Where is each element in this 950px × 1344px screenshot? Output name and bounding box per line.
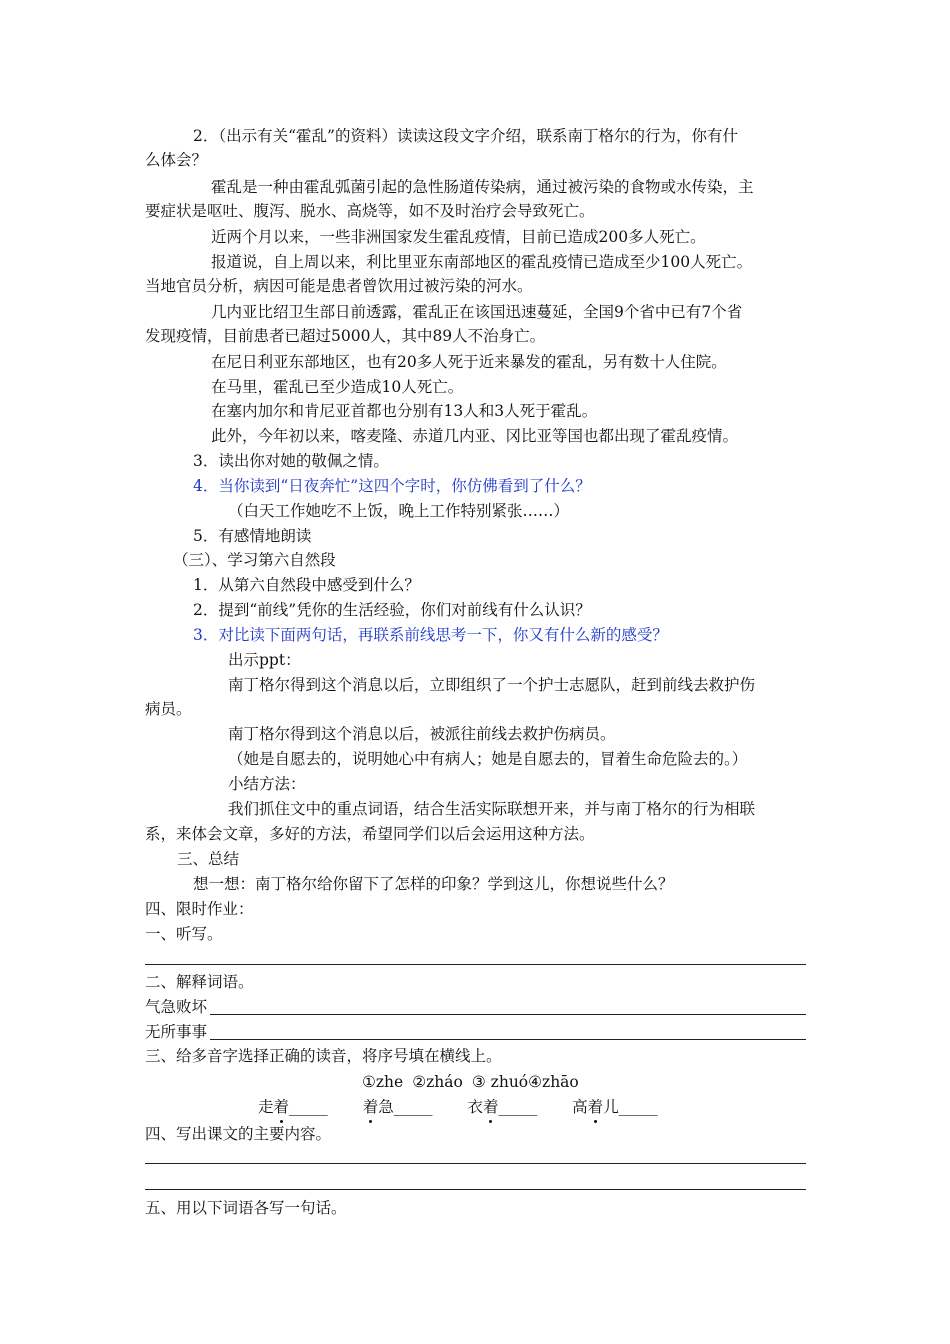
main-content-line-2[interactable] [145,1189,806,1190]
dictation-heading: 一、听写。 [145,925,223,943]
sentence-writing-heading: 五、用以下词语各写一句话。 [145,1199,347,1217]
word-2: 着急_____ [363,1098,433,1116]
question-2: 2．（出示有关“霍乱”的资料）读读这段文字介绍，联系南丁格尔的行为，你有什 [193,127,738,145]
sentence-1-cont: 病员。 [145,700,192,718]
polyphone-heading: 三、给多音字选择正确的读音，将序号填在横线上。 [145,1047,502,1065]
explain-word-1: 气急败坏 [145,998,208,1016]
word-1: 走着_____ [258,1098,328,1116]
material-para-5: 在尼日利亚东部地区，也有20多人死于近来暴发的霍乱，另有数十人住院。 [211,353,727,371]
dictation-answer-line[interactable] [145,964,806,965]
pinyin-option-3-4: ③ zhuó④zhāo [471,1073,579,1091]
conclusion-question: 想一想：南丁格尔给你留下了怎样的印象？学到这儿，你想说些什么？ [193,875,674,893]
section-3-q3: 3．对比读下面两句话，再联系前线思考一下，你又有什么新的感受？ [193,626,668,644]
material-para-7: 在塞内加尔和肯尼亚首都也分别有13人和3人死于霍乱。 [211,402,598,420]
summary-text-cont: 系，来体会文章，多好的方法，希望同学们以后会运用这种方法。 [145,825,595,843]
section-3-q1: 1．从第六自然段中感受到什么？ [193,576,420,594]
question-5: 5．有感情地朗读 [193,527,312,545]
section-3-heading: （三）、学习第六自然段 [173,551,336,569]
material-para-3-cont: 当地官员分析，病因可能是患者曾饮用过被污染的河水。 [145,277,533,295]
summary-label: 小结方法： [228,775,306,793]
explain-word-2: 无所事事 [145,1023,208,1041]
pinyin-option-1: ①zhe [362,1073,404,1091]
word-3: 衣着_____ [467,1098,537,1116]
polyphone-words [258,1095,918,1119]
conclusion-heading: 三、总结 [177,850,240,868]
material-para-3: 报道说，自上周以来，利比里亚东南部地区的霍乱疫情已造成至少100人死亡。 [211,253,753,271]
material-para-6: 在马里，霍乱已至少造成10人死亡。 [211,378,464,396]
material-para-1-cont: 要症状是呕吐、腹泻、脱水、高烧等，如不及时治疗会导致死亡。 [145,202,595,220]
word-3-blank[interactable]: _____ [498,1098,538,1116]
explain-words-heading: 二、解释词语。 [145,973,254,991]
sentence-2: 南丁格尔得到这个消息以后，被派往前线去救护伤病员。 [228,725,616,743]
material-para-2: 近两个月以来，一些非洲国家发生霍乱疫情，目前已造成200多人死亡。 [211,228,706,246]
question-4: 4．当你读到“日夜奔忙”这四个字时，你仿佛看到了什么？ [193,477,591,495]
word-4-blank[interactable]: _____ [618,1098,658,1116]
explain-word-2-line[interactable] [210,1039,806,1040]
word-1-blank[interactable]: _____ [289,1098,328,1116]
pinyin-options [362,1070,950,1094]
question-2-cont: 么体会？ [145,151,208,169]
explain-word-1-line[interactable] [210,1014,806,1015]
ppt-label: 出示ppt： [228,651,301,669]
question-3: 3．读出你对她的敬佩之情。 [193,452,389,470]
main-content-line-1[interactable] [145,1163,806,1164]
material-para-1: 霍乱是一种由霍乱弧菌引起的急性肠道传染病，通过被污染的食物或水传染，主 [211,178,754,196]
material-para-4: 几内亚比绍卫生部日前透露，霍乱正在该国迅速蔓延，全国9个省中已有7个省 [211,303,743,321]
material-para-4-cont: 发现疫情，目前患者已超过5000人，其中89人不治身亡。 [145,327,546,345]
homework-heading: 四、限时作业： [145,900,254,918]
sentence-note: （她是自愿去的，说明她心中有病人；她是自愿去的，冒着生命危险去的。） [228,750,748,768]
summary-text: 我们抓住文中的重点词语，结合生活实际联想开来，并与南丁格尔的行为相联 [228,800,756,818]
section-3-q2: 2．提到“前线”凭你的生活经验，你们对前线有什么认识？ [193,601,591,619]
word-4: 高着儿_____ [572,1098,657,1116]
sentence-1: 南丁格尔得到这个消息以后，立即组织了一个护士志愿队，赶到前线去救护伤 [228,676,756,694]
main-content-heading: 四、写出课文的主要内容。 [145,1125,332,1143]
answer-4: （白天工作她吃不上饭，晚上工作特别紧张……） [228,502,570,520]
material-para-8: 此外，今年初以来，喀麦隆、赤道几内亚、冈比亚等国也都出现了霍乱疫情。 [211,427,739,445]
word-2-blank[interactable]: _____ [393,1098,433,1116]
pinyin-option-2: ②zháo [412,1073,463,1091]
